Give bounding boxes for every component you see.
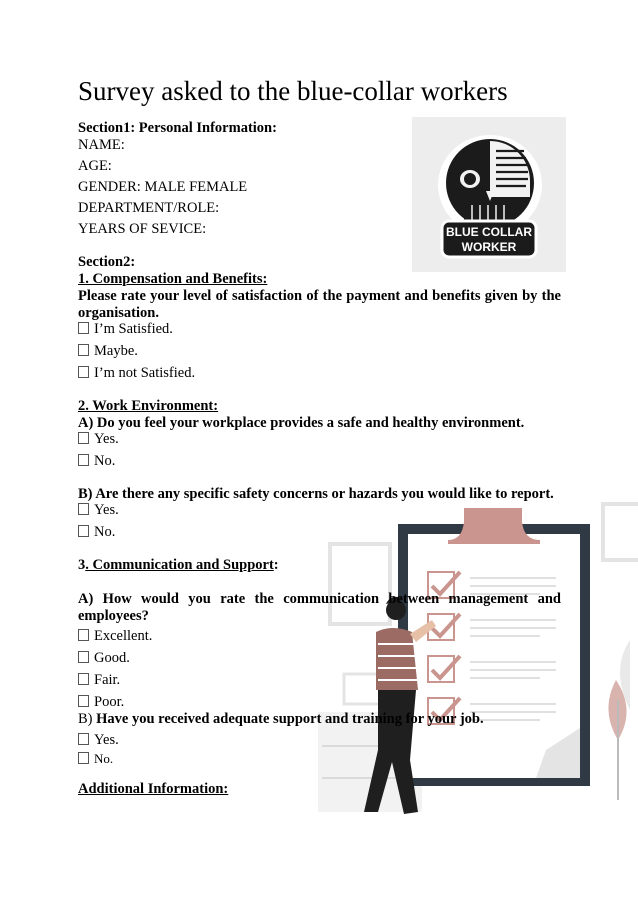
page-title: Survey asked to the blue-collar workers [78, 76, 508, 106]
field-years-of-service: YEARS OF SEVICE: [78, 221, 207, 237]
option-label: Good. [94, 650, 130, 666]
checkbox-icon[interactable] [78, 651, 89, 663]
q1-question: Please rate your level of satisfaction of the payment and benefits given by the organisation. [78, 288, 561, 321]
checkbox-icon[interactable] [78, 432, 89, 444]
q2b-question: B) Are there any specific safety concerns or hazards you would like to report. [78, 486, 554, 502]
checkbox-icon[interactable] [78, 733, 89, 745]
option-label: Excellent. [94, 628, 153, 644]
q3a-option-poor[interactable] [78, 694, 124, 711]
option-label: I’m Satisfied. [94, 321, 173, 337]
logo-line2: WORKER [461, 240, 517, 254]
q1-option-maybe[interactable] [78, 343, 138, 360]
option-label: Poor. [94, 694, 125, 710]
q3b-option-no[interactable] [78, 750, 113, 767]
q3b-prefix: B) [78, 711, 93, 727]
additional-information-heading: Additional Information: [78, 781, 229, 797]
section1-heading: Section1: Personal Information: [78, 120, 277, 136]
checkbox-icon[interactable] [78, 673, 89, 685]
option-label: Yes. [94, 502, 119, 518]
option-label: Yes. [94, 732, 119, 748]
q1-heading: 1. Compensation and Benefits: [78, 271, 268, 287]
q2a-option-no[interactable] [78, 453, 115, 470]
option-label: No. [94, 751, 114, 766]
section2-heading: Section2: [78, 254, 136, 270]
option-label: I’m not Satisfied. [94, 365, 196, 381]
checkbox-icon[interactable] [78, 454, 89, 466]
q2b-option-no[interactable] [78, 524, 115, 541]
logo-line1: BLUE COLLAR [446, 225, 532, 239]
q3a-option-excellent[interactable] [78, 628, 152, 645]
q3-heading [78, 557, 279, 574]
field-name: NAME: [78, 137, 125, 153]
q3b-option-yes[interactable] [78, 732, 119, 749]
checkbox-icon[interactable] [78, 503, 89, 515]
q2-heading: 2. Work Environment: [78, 398, 219, 414]
q3b-question [78, 711, 484, 728]
option-label: No. [94, 453, 116, 469]
q1-option-not-satisfied[interactable] [78, 365, 195, 382]
option-label: Yes. [94, 431, 119, 447]
option-label: Fair. [94, 672, 121, 688]
checkbox-icon[interactable] [78, 344, 89, 356]
checkbox-icon[interactable] [78, 322, 89, 334]
blue-collar-worker-logo [412, 117, 566, 272]
field-department: DEPARTMENT/ROLE: [78, 200, 220, 216]
q3a-option-good[interactable] [78, 650, 130, 667]
option-label: No. [94, 524, 116, 540]
checkbox-icon[interactable] [78, 525, 89, 537]
q3-heading-colon: : [273, 557, 279, 573]
q2a-option-yes[interactable] [78, 431, 119, 448]
q3b-text: Have you received adequate support and training for your job. [92, 711, 484, 727]
q3a-question: A) How would you rate the communication between management and employees? [78, 591, 561, 624]
checkbox-icon[interactable] [78, 629, 89, 641]
checkbox-icon[interactable] [78, 695, 89, 707]
checkbox-icon[interactable] [78, 366, 89, 378]
q1-option-satisfied[interactable] [78, 321, 173, 338]
q3-heading-number: 3 [78, 557, 86, 573]
q2a-question: A) Do you feel your workplace provides a safe and healthy environment. [78, 415, 525, 431]
clipboard-illustration [300, 500, 638, 830]
field-age: AGE: [78, 158, 112, 174]
q3-heading-text: . Communication and Support [85, 557, 274, 573]
option-label: Maybe. [94, 343, 138, 359]
q3a-option-fair[interactable] [78, 672, 120, 689]
field-gender: GENDER: MALE FEMALE [78, 179, 248, 195]
checkbox-icon[interactable] [78, 752, 89, 764]
q2b-option-yes[interactable] [78, 502, 119, 519]
